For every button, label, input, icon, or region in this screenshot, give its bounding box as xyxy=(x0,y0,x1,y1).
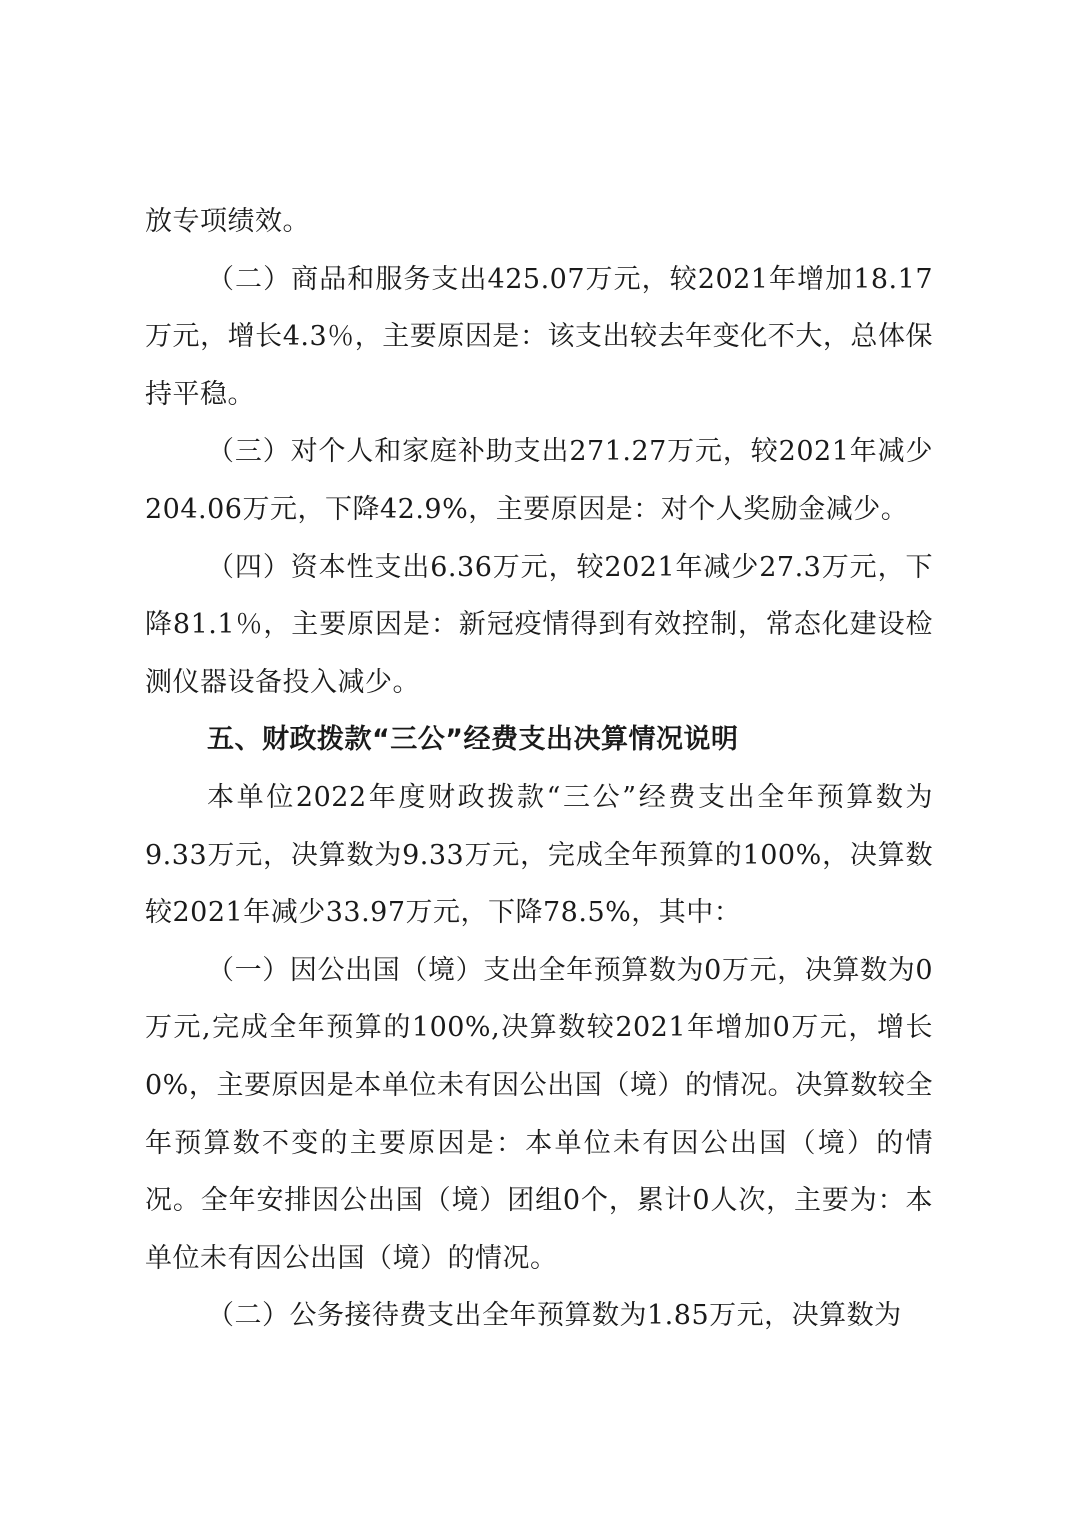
paragraph-reception-expense: （二）公务接待费支出全年预算数为1.85万元，决算数为 xyxy=(207,1300,902,1332)
paragraph-overseas-travel: （一）因公出国（境）支出全年预算数为0万元，决算数为0万元,完成全年预算的100%,决算数较2021年增加0万元，增长0%，主要原因是本单位未有因公出国（境）的情况。决算数较全年预算数不变的主要原因是：本单位未有因公出国（境）的情况。全年安排因公出国（境）团组0个，累计0人次，主要为：本单位未有因公出国（境）的情况。 xyxy=(145,954,933,1274)
section-heading-five: 五、财政拨款“三公”经费支出决算情况说明 xyxy=(207,724,739,756)
document-body xyxy=(145,193,933,1345)
paragraph-personal-subsidy: （三）对个人和家庭补助支出271.27万元，较2021年减少204.06万元，下降42.9%，主要原因是：对个人奖励金减少。 xyxy=(145,436,933,525)
paragraph-capital-expenditure: （四）资本性支出6.36万元，较2021年减少27.3万元，下降81.1％，主要原因是：新冠疫情得到有效控制，常态化建设检测仪器设备投入减少。 xyxy=(145,551,933,698)
paragraph-three-public-summary: 本单位2022年度财政拨款“三公”经费支出全年预算数为9.33万元，决算数为9.33万元，完成全年预算的100%，决算数较2021年减少33.97万元，下降78.5%，其中： xyxy=(145,781,933,929)
paragraph-continuation: 放专项绩效。 xyxy=(145,206,310,237)
paragraph-goods-services: （二）商品和服务支出425.07万元，较2021年增加18.17万元，增长4.3％，主要原因是：该支出较去年变化不大，总体保持平稳。 xyxy=(145,263,933,410)
